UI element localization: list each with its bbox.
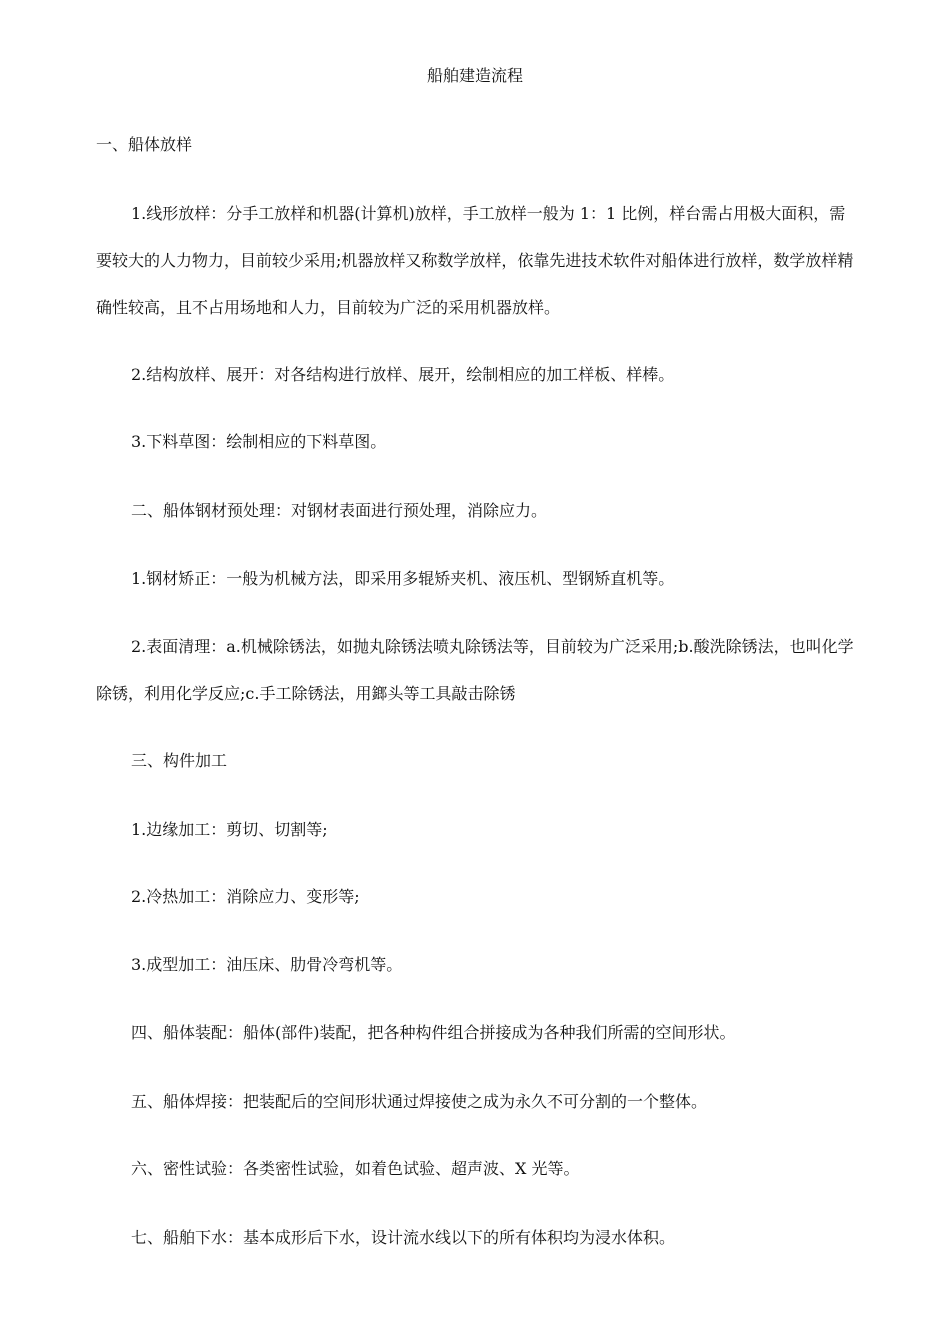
document-title: 船舶建造流程 [426,66,523,85]
paragraph-hot-cold-processing: 2.冷热加工：消除应力、变形等; [131,887,360,906]
section-heading-5: 五、船体焊接：把装配后的空间形状通过焊接使之成为永久不可分割的一个整体。 [131,1092,708,1111]
section-heading-2: 二、船体钢材预处理：对钢材表面进行预处理，消除应力。 [131,501,548,520]
section-heading-6: 六、密性试验：各类密性试验，如着色试验、超声波、X 光等。 [131,1159,580,1178]
section-heading-7: 七、船舶下水：基本成形后下水，设计流水线以下的所有体积均为浸水体积。 [131,1228,676,1247]
paragraph-edge-processing: 1.边缘加工：剪切、切割等; [131,820,328,839]
paragraph-steel-correction: 1.钢材矫正：一般为机械方法，即采用多辊矫夹机、液压机、型钢矫直机等。 [131,569,675,588]
paragraph-line-lofting: 1.线形放样：分手工放样和机器(计算机)放样，手工放样一般为 1：1 比例，样台需占用极大面积，需要较大的人力物力，目前较少采用;机器放样又称数学放样，依靠先进技术软件对船体进行放样，数学放样精确性较高，且不占用场地和人力，目前较为广泛的采用机器放样。 [96,204,854,317]
section-heading-1: 一、船体放样 [96,135,193,154]
paragraph-cutting-sketch: 3.下料草图：绘制相应的下料草图。 [131,432,387,451]
section-heading-4: 四、船体装配：船体(部件)装配，把各种构件组合拼接成为各种我们所需的空间形状。 [131,1023,736,1042]
paragraph-forming-processing: 3.成型加工：油压床、肋骨冷弯机等。 [131,955,403,974]
section-heading-3: 三、构件加工 [131,751,228,770]
paragraph-structure-lofting: 2.结构放样、展开：对各结构进行放样、展开，绘制相应的加工样板、样棒。 [131,365,675,384]
paragraph-surface-cleaning: 2.表面清理：a.机械除锈法，如抛丸除锈法喷丸除锈法等，目前较为广泛采用;b.酸洗除锈法，也叫化学除锈，利用化学反应;c.手工除锈法，用鎯头等工具敲击除锈 [96,637,854,703]
